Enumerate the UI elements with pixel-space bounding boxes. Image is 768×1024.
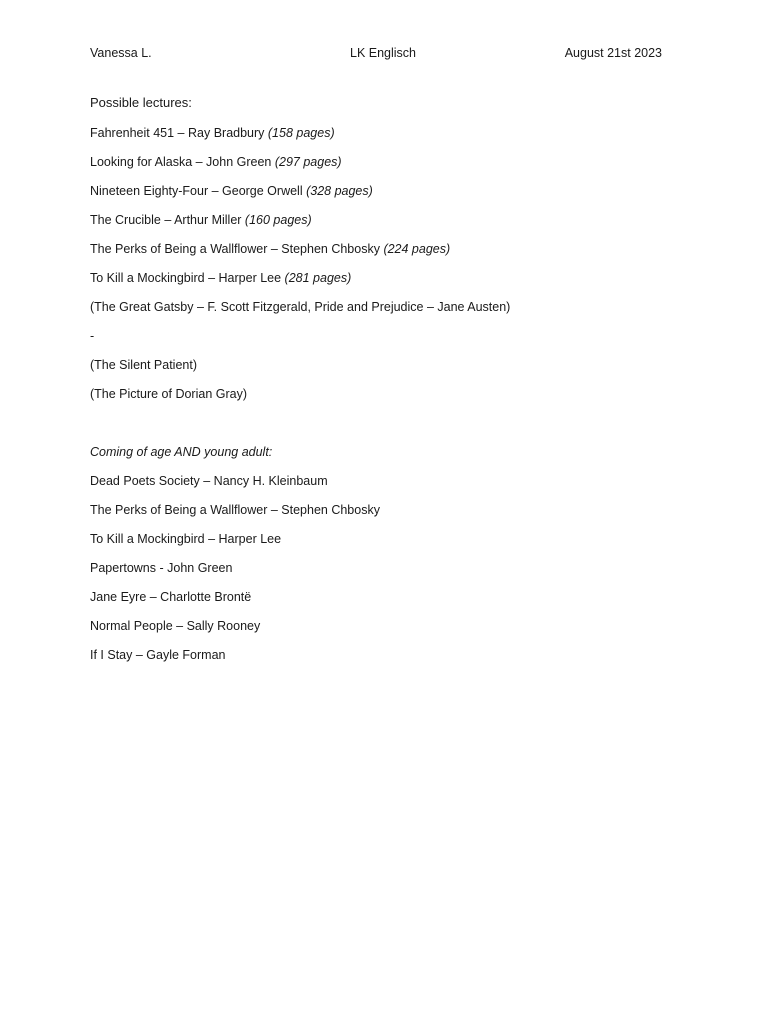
- section-heading-possible-lectures: Possible lectures:: [90, 95, 192, 110]
- author-name: Vanessa L.: [90, 46, 152, 60]
- book-title-author: Looking for Alaska – John Green: [90, 155, 275, 169]
- list-item-extra: (The Picture of Dorian Gray): [90, 387, 247, 401]
- list-item: Dead Poets Society – Nancy H. Kleinbaum: [90, 474, 328, 488]
- page-count: (224 pages): [383, 242, 451, 256]
- list-item: Jane Eyre – Charlotte Brontë: [90, 590, 252, 604]
- list-item: [90, 124, 690, 153]
- page-count: (160 pages): [244, 213, 312, 227]
- list-item: Normal People – Sally Rooney: [90, 619, 261, 633]
- page-count: (281 pages): [284, 271, 352, 285]
- list-item: [90, 153, 690, 182]
- list-item: [90, 269, 690, 298]
- page-count: (328 pages): [306, 184, 373, 198]
- book-title-author: Nineteen Eighty-Four – George Orwell: [90, 184, 307, 198]
- list-item: The Perks of Being a Wallflower – Stephen Chbosky: [90, 503, 380, 517]
- page-count: (158 pages): [267, 126, 335, 140]
- list-item: [90, 211, 690, 240]
- list-item: [90, 182, 690, 211]
- section-heading-coming-of-age: Coming of age AND young adult:: [90, 445, 273, 459]
- page-count: (297 pages): [274, 155, 342, 169]
- list-item-extra: (The Silent Patient): [90, 358, 197, 372]
- dash-separator: -: [90, 329, 95, 343]
- book-title-author: To Kill a Mockingbird – Harper Lee: [90, 271, 285, 285]
- list-item: [90, 240, 690, 269]
- book-title-author: Fahrenheit 451 – Ray Bradbury: [90, 126, 268, 140]
- list-item: If I Stay – Gayle Forman: [90, 648, 226, 662]
- blank-line: [90, 414, 690, 443]
- list-item-extra: (The Great Gatsby – F. Scott Fitzgerald, Pride and Prejudice – Jane Austen): [90, 300, 511, 314]
- document-header: [90, 46, 662, 64]
- list-item: To Kill a Mockingbird – Harper Lee: [90, 532, 282, 546]
- list-item: Papertowns - John Green: [90, 561, 233, 575]
- course-name: LK Englisch: [350, 46, 417, 60]
- document-body: [90, 94, 690, 675]
- book-title-author: The Crucible – Arthur Miller: [90, 213, 245, 227]
- book-title-author: The Perks of Being a Wallflower – Stephen Chbosky: [90, 242, 384, 256]
- document-date: August 21st 2023: [564, 46, 662, 60]
